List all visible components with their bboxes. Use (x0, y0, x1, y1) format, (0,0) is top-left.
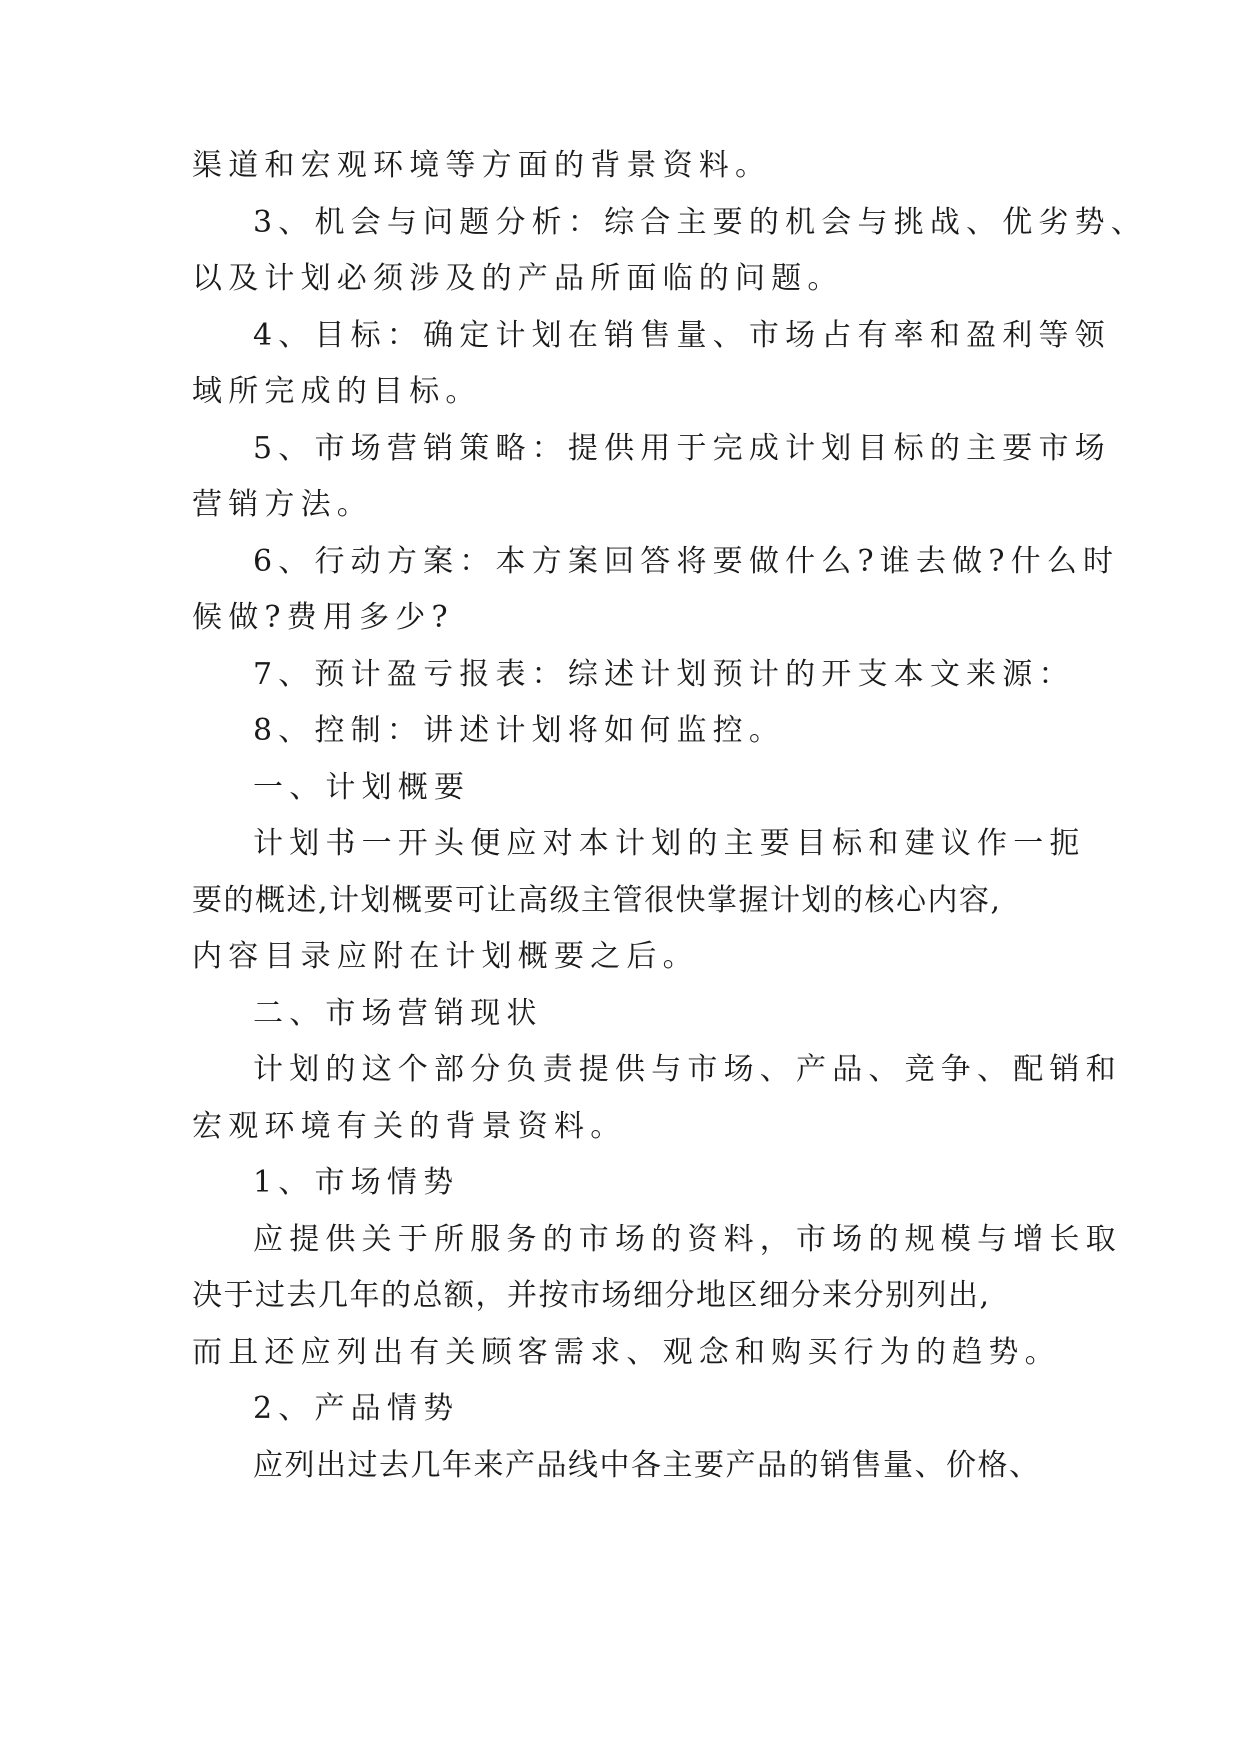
text-line: 计划书一开头便应对本计划的主要目标和建议作一扼 (253, 826, 1086, 861)
text-line: 应列出过去几年来产品线中各主要产品的销售量、价格、 (253, 1448, 1041, 1483)
text-line: 6、行动方案：本方案回答将要做什么?谁去做?什么时 (253, 544, 1120, 579)
text-line: 应提供关于所服务的市场的资料，市场的规模与增长取 (253, 1222, 1122, 1257)
subsection-heading: 1、市场情势 (253, 1165, 460, 1200)
text-line: 决于过去几年的总额，并按市场细分地区细分来分别列出, (192, 1278, 991, 1313)
text-line: 而且还应列出有关顾客需求、观念和购买行为的趋势。 (192, 1335, 1061, 1370)
text-line: 渠道和宏观环境等方面的背景资料。 (192, 148, 772, 183)
text-line: 4、目标：确定计划在销售量、市场占有率和盈利等领 (253, 318, 1111, 353)
text-line: 域所完成的目标。 (192, 374, 482, 409)
text-line: 要的概述,计划概要可让高级主管很快掌握计划的核心内容, (192, 883, 1002, 918)
text-line: 计划的这个部分负责提供与市场、产品、竞争、配销和 (253, 1052, 1122, 1087)
section-heading: 一、计划概要 (253, 770, 471, 805)
text-line: 8、控制：讲述计划将如何监控。 (253, 713, 786, 748)
text-line: 营销方法。 (192, 487, 373, 522)
subsection-heading: 2、产品情势 (253, 1391, 460, 1426)
text-line: 候做?费用多少? (192, 600, 454, 635)
text-line: 以及计划必须涉及的产品所面临的问题。 (192, 261, 844, 296)
text-line: 3、机会与问题分析：综合主要的机会与挑战、优劣势、 (253, 205, 1148, 240)
text-line: 7、预计盈亏报表：综述计划预计的开支本文来源： (253, 657, 1075, 692)
text-line: 内容目录应附在计划概要之后。 (192, 939, 699, 974)
text-line: 宏观环境有关的背景资料。 (192, 1109, 627, 1144)
section-heading: 二、市场营销现状 (253, 996, 543, 1031)
text-line: 5、市场营销策略：提供用于完成计划目标的主要市场 (253, 431, 1111, 466)
